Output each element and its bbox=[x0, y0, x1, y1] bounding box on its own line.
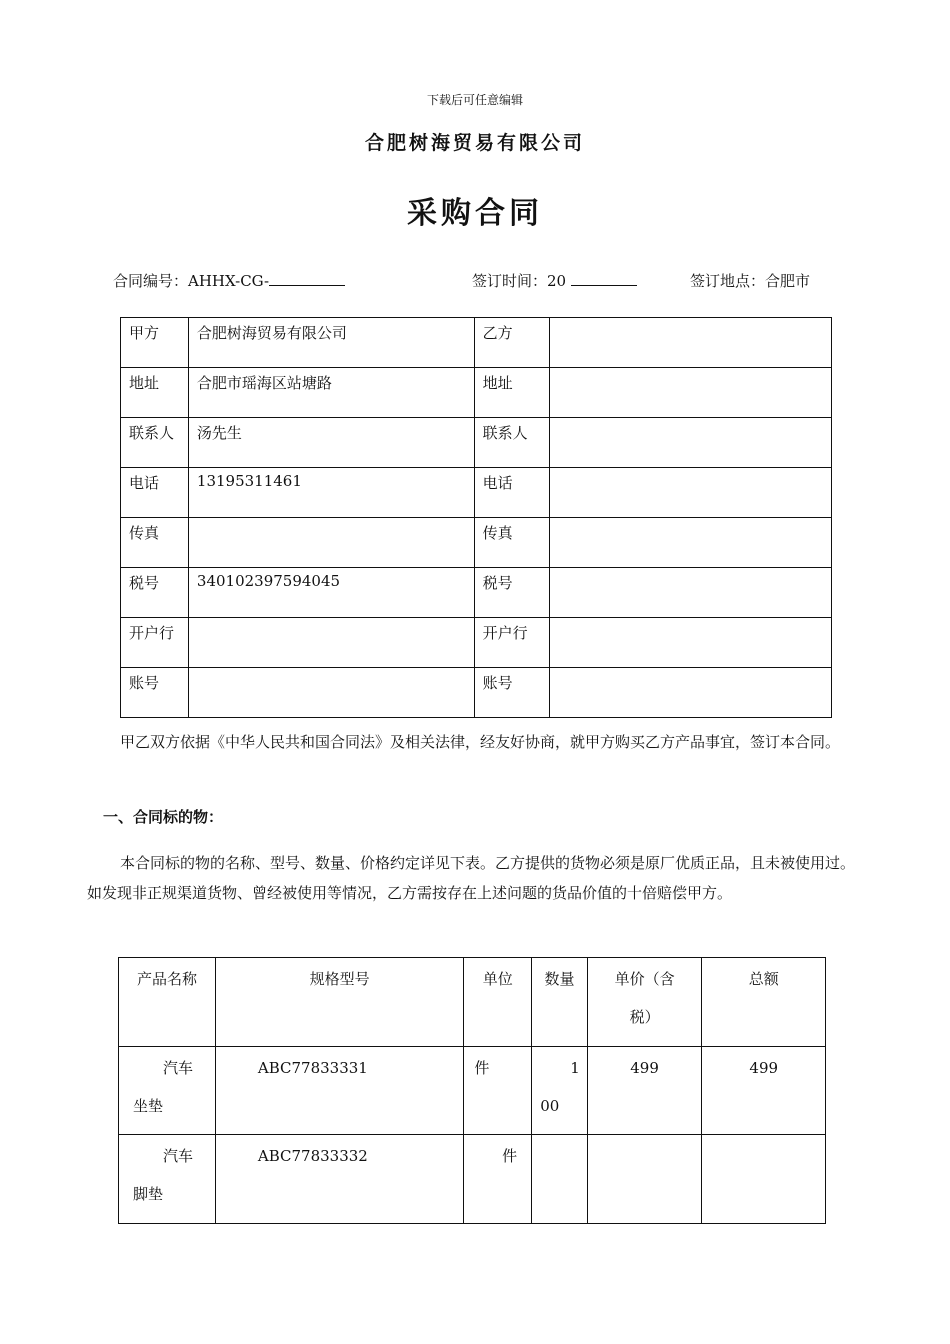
goods-row bbox=[119, 1135, 826, 1224]
cell-quantity: 100 bbox=[532, 1047, 588, 1135]
goods-row bbox=[119, 1047, 826, 1135]
cell-total bbox=[702, 1135, 826, 1224]
header-note: 下载后可任意编辑 bbox=[426, 93, 523, 107]
cell-product-name: 汽车坐垫 bbox=[119, 1047, 216, 1135]
party-row bbox=[121, 468, 832, 518]
party-b-label: 电话 bbox=[474, 468, 549, 518]
cell-product-name: 汽车脚垫 bbox=[119, 1135, 216, 1224]
party-b-value bbox=[549, 618, 831, 668]
party-row bbox=[121, 418, 832, 468]
party-row bbox=[121, 568, 832, 618]
party-row bbox=[121, 618, 832, 668]
party-b-label: 地址 bbox=[474, 368, 549, 418]
party-a-value: 汤先生 bbox=[188, 418, 474, 468]
header-quantity: 数量 bbox=[532, 958, 588, 1047]
party-b-label: 开户行 bbox=[474, 618, 549, 668]
party-b-label: 传真 bbox=[474, 518, 549, 568]
intro-paragraph: 甲乙双方依据《中华人民共和国合同法》及相关法律，经友好协商，就甲方购买乙方产品事宜，签订本合同。 bbox=[120, 733, 841, 751]
cell-unit-price: 499 bbox=[587, 1047, 702, 1135]
sign-time bbox=[472, 270, 637, 291]
party-row bbox=[121, 518, 832, 568]
parties-table bbox=[120, 317, 832, 718]
section-1-heading: 一、合同标的物： bbox=[103, 808, 224, 826]
party-a-label: 电话 bbox=[121, 468, 189, 518]
header-model: 规格型号 bbox=[215, 958, 464, 1047]
cell-unit: 件 bbox=[464, 1135, 532, 1224]
party-a-label: 甲方 bbox=[121, 318, 189, 368]
section-1-body: 本合同标的物的名称、型号、数量、价格约定详见下表。乙方提供的货物必须是原厂优质正品，且未被使用过。如发现非正规渠道货物、曾经被使用等情况，乙方需按存在上述问题的货品价值的十倍赔偿甲方。 bbox=[87, 854, 856, 902]
party-b-value bbox=[549, 418, 831, 468]
party-a-label: 联系人 bbox=[121, 418, 189, 468]
sign-time-label: 签订时间：20 bbox=[472, 272, 567, 290]
party-a-value bbox=[188, 518, 474, 568]
cell-model: ABC77833331 bbox=[215, 1047, 464, 1135]
party-b-label: 联系人 bbox=[474, 418, 549, 468]
party-a-value: 合肥树海贸易有限公司 bbox=[188, 318, 474, 368]
party-b-value bbox=[549, 668, 831, 718]
contract-number-label: 合同编号：AHHX-CG- bbox=[113, 272, 270, 290]
party-b-value bbox=[549, 518, 831, 568]
header-unit: 单位 bbox=[464, 958, 532, 1047]
sign-time-blank bbox=[571, 271, 637, 286]
document-title: 采购合同 bbox=[407, 196, 543, 231]
party-row bbox=[121, 668, 832, 718]
party-b-label: 账号 bbox=[474, 668, 549, 718]
header-unit-price: 单价（含税） bbox=[587, 958, 702, 1047]
party-a-value: 合肥市瑶海区站塘路 bbox=[188, 368, 474, 418]
contract-number-blank bbox=[269, 271, 345, 286]
party-b-value bbox=[549, 368, 831, 418]
party-b-value bbox=[549, 568, 831, 618]
party-b-label: 乙方 bbox=[474, 318, 549, 368]
party-a-label: 税号 bbox=[121, 568, 189, 618]
party-a-value bbox=[188, 618, 474, 668]
party-row bbox=[121, 368, 832, 418]
company-name: 合肥树海贸易有限公司 bbox=[364, 132, 585, 154]
party-a-label: 账号 bbox=[121, 668, 189, 718]
party-a-value bbox=[188, 668, 474, 718]
party-a-label: 传真 bbox=[121, 518, 189, 568]
cell-total: 499 bbox=[702, 1047, 826, 1135]
cell-unit: 件 bbox=[464, 1047, 532, 1135]
cell-model: ABC77833332 bbox=[215, 1135, 464, 1224]
goods-table bbox=[118, 957, 826, 1224]
cell-quantity bbox=[532, 1135, 588, 1224]
sign-place: 签订地点：合肥市 bbox=[690, 272, 811, 290]
party-a-label: 地址 bbox=[121, 368, 189, 418]
party-b-label: 税号 bbox=[474, 568, 549, 618]
party-row bbox=[121, 318, 832, 368]
party-b-value bbox=[549, 318, 831, 368]
contract-number bbox=[113, 270, 345, 291]
party-a-label: 开户行 bbox=[121, 618, 189, 668]
header-total: 总额 bbox=[702, 958, 826, 1047]
cell-unit-price bbox=[587, 1135, 702, 1224]
goods-header-row bbox=[119, 958, 826, 1047]
party-a-value: 13195311461 bbox=[188, 468, 474, 518]
party-b-value bbox=[549, 468, 831, 518]
party-a-value: 340102397594045 bbox=[188, 568, 474, 618]
header-product-name: 产品名称 bbox=[119, 958, 216, 1047]
